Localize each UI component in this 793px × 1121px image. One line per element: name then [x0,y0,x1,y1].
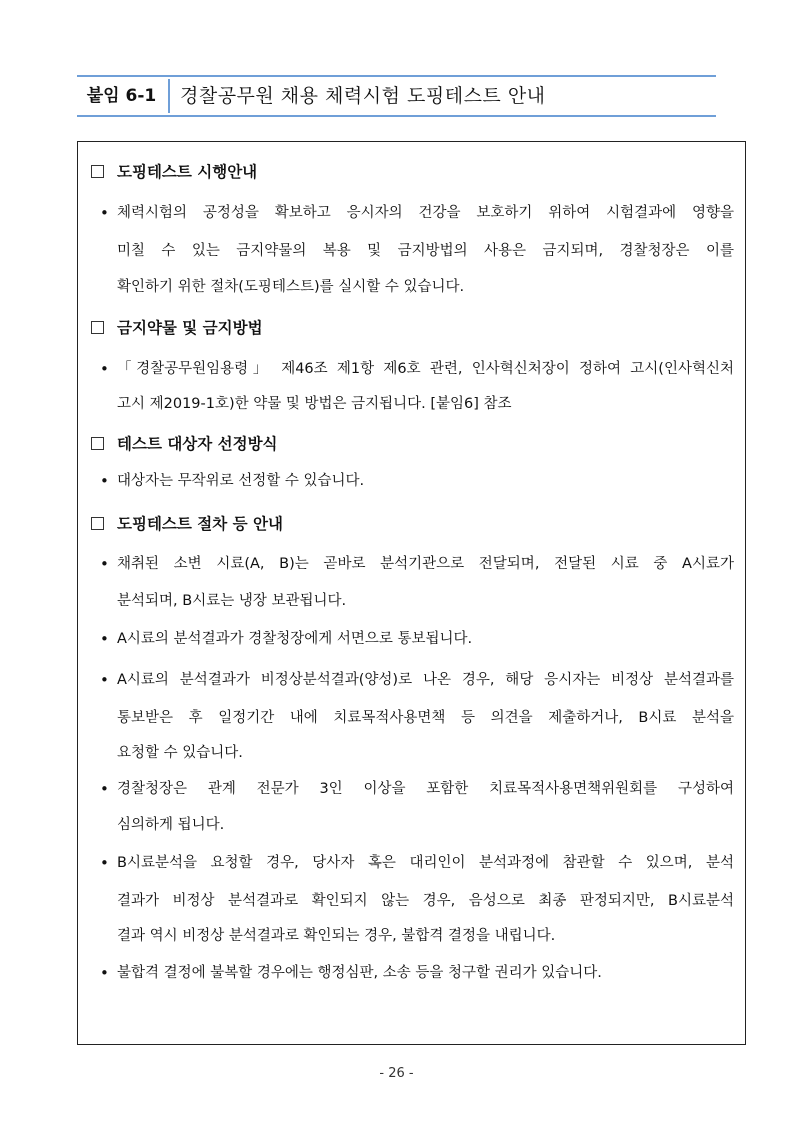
body-line: 결과가 비정상 분석결과로 확인되지 않는 경우, 음성으로 최종 판정되지만, B시료분석 [117,893,734,909]
body-line: 통보받은 후 일정기간 내에 치료목적사용면책 등 의견을 제출하거나, B시료 분석을 [117,710,734,726]
body-line: A시료의 분석결과가 비정상분석결과(양성)로 나온 경우, 해당 응시자는 비정상 분석결과를 [117,672,734,688]
section-heading: 테스트 대상자 선정방식 [91,434,278,454]
section-heading: 금지약물 및 금지방법 [91,318,263,338]
body-line: 체력시험의 공정성을 확보하고 응시자의 건강을 보호하기 위하여 시험결과에 영향을 [117,205,734,221]
bullet-icon: • [100,780,109,798]
section-heading: 도핑테스트 절차 등 안내 [91,514,283,534]
checkbox-square-icon [91,517,104,530]
bullet-icon: • [100,360,109,378]
title-divider [168,79,170,113]
body-line: B시료분석을 요청할 경우, 당사자 혹은 대리인이 분석과정에 참관할 수 있으며, 분석 [117,855,734,871]
body-line: 채취된 소변 시료(A, B)는 곧바로 분석기관으로 전달되며, 전달된 시료 중 A시료가 [117,556,734,572]
bullet-icon: • [100,630,109,648]
bullet-icon: • [100,204,109,222]
body-line: 경찰청장은 관계 전문가 3인 이상을 포함한 치료목적사용면책위원회를 구성하여 [117,781,734,797]
body-line: 고시 제2019-1호)한 약물 및 방법은 금지됩니다. [붙임6] 참조 [117,396,512,412]
body-line: 「경찰공무원임용령」 제46조 제1항 제6호 관련, 인사혁신처장이 정하여 고시(인사혁신처 [117,361,734,377]
bullet-icon: • [100,472,109,490]
body-line: 확인하기 위한 절차(도핑테스트)를 실시할 수 있습니다. [117,279,465,295]
body-line: 대상자는 무작위로 선정할 수 있습니다. [117,473,365,489]
bullet-icon: • [100,555,109,573]
section-heading: 도핑테스트 시행안내 [91,162,257,182]
body-line: 결과 역시 비정상 분석결과로 확인되는 경우, 불합격 결정을 내립니다. [117,928,556,944]
page-title: 경찰공무원 채용 체력시험 도핑테스트 안내 [180,85,546,107]
title-bar [77,75,716,117]
checkbox-square-icon [91,437,104,450]
bullet-icon: • [100,671,109,689]
body-line: 불합격 결정에 불복할 경우에는 행정심판, 소송 등을 청구할 권리가 있습니다. [117,965,602,981]
body-line: A시료의 분석결과가 경찰청장에게 서면으로 통보됩니다. [117,631,473,647]
bullet-icon: • [100,964,109,982]
attachment-label: 붙임 6-1 [86,86,157,106]
bullet-icon: • [100,854,109,872]
body-line: 심의하게 됩니다. [117,817,225,833]
body-line: 요청할 수 있습니다. [117,745,243,761]
checkbox-square-icon [91,321,104,334]
page-number: - 26 - [379,1066,414,1081]
checkbox-square-icon [91,165,104,178]
body-line: 분석되며, B시료는 냉장 보관됩니다. [117,593,347,609]
body-line: 미칠 수 있는 금지약물의 복용 및 금지방법의 사용은 금지되며, 경찰청장은 이를 [117,243,734,259]
